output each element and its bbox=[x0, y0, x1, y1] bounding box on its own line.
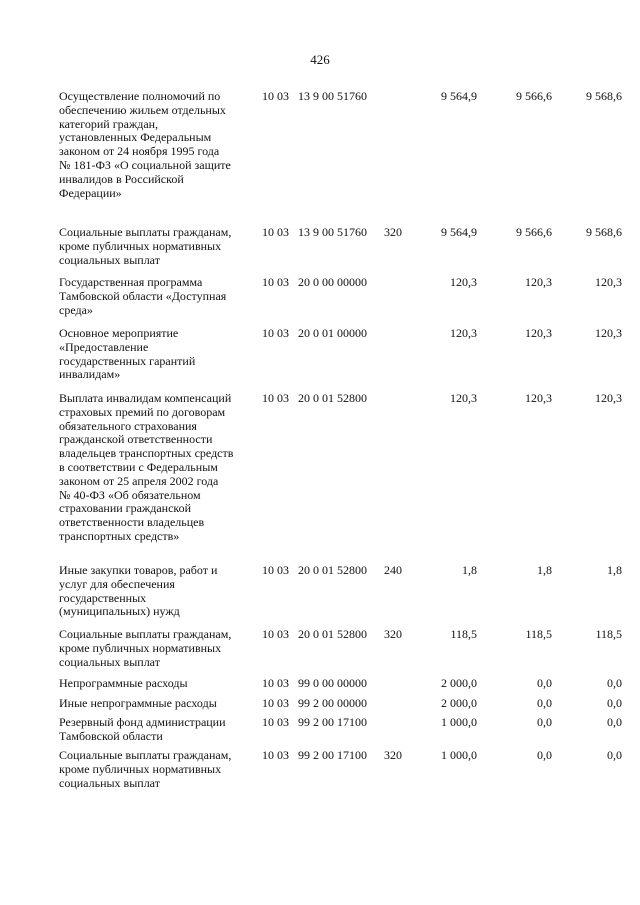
row-section: 10 03 bbox=[262, 89, 289, 103]
table-row bbox=[0, 749, 640, 799]
row-name: Социальные выплаты гражданам, кроме публичных нормативных социальных выплат bbox=[59, 627, 232, 669]
row-target: 13 9 00 51760 bbox=[298, 225, 367, 239]
row-section: 10 03 bbox=[262, 696, 289, 710]
row-section: 10 03 bbox=[262, 275, 289, 289]
row-year3: 1,8 bbox=[607, 563, 622, 577]
row-name: Социальные выплаты гражданам, кроме публичных нормативных социальных выплат bbox=[59, 225, 232, 267]
row-section: 10 03 bbox=[262, 748, 289, 762]
row-target: 20 0 00 00000 bbox=[298, 275, 367, 289]
row-year2: 118,5 bbox=[525, 627, 552, 641]
table-row bbox=[0, 90, 640, 226]
row-year1: 1 000,0 bbox=[441, 748, 477, 762]
row-year2: 120,3 bbox=[525, 326, 552, 340]
row-name: Резервный фонд администрации Тамбовской области bbox=[59, 715, 226, 743]
row-year1: 1 000,0 bbox=[441, 715, 477, 729]
row-year1: 120,3 bbox=[450, 391, 477, 405]
table-row bbox=[0, 677, 640, 697]
row-year3: 120,3 bbox=[595, 275, 622, 289]
row-section: 10 03 bbox=[262, 676, 289, 690]
row-target: 13 9 00 51760 bbox=[298, 89, 367, 103]
row-target: 99 2 00 17100 bbox=[298, 748, 367, 762]
row-year1: 9 564,9 bbox=[441, 89, 477, 103]
row-year1: 2 000,0 bbox=[441, 696, 477, 710]
table-row bbox=[0, 716, 640, 749]
row-year1: 9 564,9 bbox=[441, 225, 477, 239]
row-year1: 120,3 bbox=[450, 326, 477, 340]
row-year2: 9 566,6 bbox=[516, 89, 552, 103]
row-target: 20 0 01 52800 bbox=[298, 563, 367, 577]
row-name: Осуществление полномочий по обеспечению жильем отдельных категорий граждан, установленных Федеральным законом от 24 ноября 1995 года № 181-ФЗ «О социальной защите инвалидов в Российской Федерации» bbox=[59, 89, 231, 200]
row-year2: 120,3 bbox=[525, 391, 552, 405]
row-vr: 320 bbox=[384, 748, 402, 762]
row-year2: 9 566,6 bbox=[516, 225, 552, 239]
row-name: Непрограммные расходы bbox=[59, 676, 188, 690]
table-row bbox=[0, 392, 640, 564]
page-number: 426 bbox=[310, 52, 330, 67]
row-vr: 320 bbox=[384, 627, 402, 641]
row-year3: 120,3 bbox=[595, 326, 622, 340]
row-year3: 0,0 bbox=[607, 715, 622, 729]
row-year2: 1,8 bbox=[537, 563, 552, 577]
row-name: Иные непрограммные расходы bbox=[59, 696, 217, 710]
row-year3: 0,0 bbox=[607, 748, 622, 762]
row-vr: 240 bbox=[384, 563, 402, 577]
table-row bbox=[0, 276, 640, 327]
row-section: 10 03 bbox=[262, 563, 289, 577]
row-year3: 0,0 bbox=[607, 676, 622, 690]
row-section: 10 03 bbox=[262, 627, 289, 641]
row-year1: 118,5 bbox=[450, 627, 477, 641]
row-name: Социальные выплаты гражданам, кроме публичных нормативных социальных выплат bbox=[59, 748, 232, 790]
row-year2: 0,0 bbox=[537, 715, 552, 729]
row-target: 20 0 01 00000 bbox=[298, 326, 367, 340]
row-year1: 120,3 bbox=[450, 275, 477, 289]
row-section: 10 03 bbox=[262, 715, 289, 729]
row-year3: 118,5 bbox=[595, 627, 622, 641]
row-target: 99 2 00 00000 bbox=[298, 696, 367, 710]
row-vr: 320 bbox=[384, 225, 402, 239]
row-year1: 1,8 bbox=[462, 563, 477, 577]
table-row bbox=[0, 628, 640, 677]
row-year2: 0,0 bbox=[537, 696, 552, 710]
row-name: Основное мероприятие «Предоставление государственных гарантий инвалидам» bbox=[59, 326, 196, 382]
budget-table bbox=[0, 90, 640, 799]
table-row bbox=[0, 327, 640, 392]
row-year3: 0,0 bbox=[607, 696, 622, 710]
row-year1: 2 000,0 bbox=[441, 676, 477, 690]
row-name: Иные закупки товаров, работ и услуг для обеспечения государственных (муниципальных) нужд bbox=[59, 563, 218, 619]
row-year3: 9 568,6 bbox=[586, 89, 622, 103]
row-year3: 120,3 bbox=[595, 391, 622, 405]
table-row bbox=[0, 226, 640, 276]
row-section: 10 03 bbox=[262, 326, 289, 340]
row-target: 99 2 00 17100 bbox=[298, 715, 367, 729]
table-row bbox=[0, 697, 640, 716]
table-row bbox=[0, 564, 640, 628]
row-name: Государственная программа Тамбовской области «Доступная среда» bbox=[59, 275, 227, 317]
row-year3: 9 568,6 bbox=[586, 225, 622, 239]
row-year2: 0,0 bbox=[537, 676, 552, 690]
row-year2: 120,3 bbox=[525, 275, 552, 289]
row-target: 99 0 00 00000 bbox=[298, 676, 367, 690]
row-section: 10 03 bbox=[262, 225, 289, 239]
row-target: 20 0 01 52800 bbox=[298, 627, 367, 641]
row-target: 20 0 01 52800 bbox=[298, 391, 367, 405]
row-section: 10 03 bbox=[262, 391, 289, 405]
row-year2: 0,0 bbox=[537, 748, 552, 762]
row-name: Выплата инвалидам компенсаций страховых премий по договорам обязательного страхования гражданской ответственности владельцев транспортных средств в соответствии с Федеральным законом от 25 апреля 2002 года № 40-ФЗ «Об обязательном страховании гражданской ответственности владельцев транспортных средств» bbox=[59, 391, 234, 543]
